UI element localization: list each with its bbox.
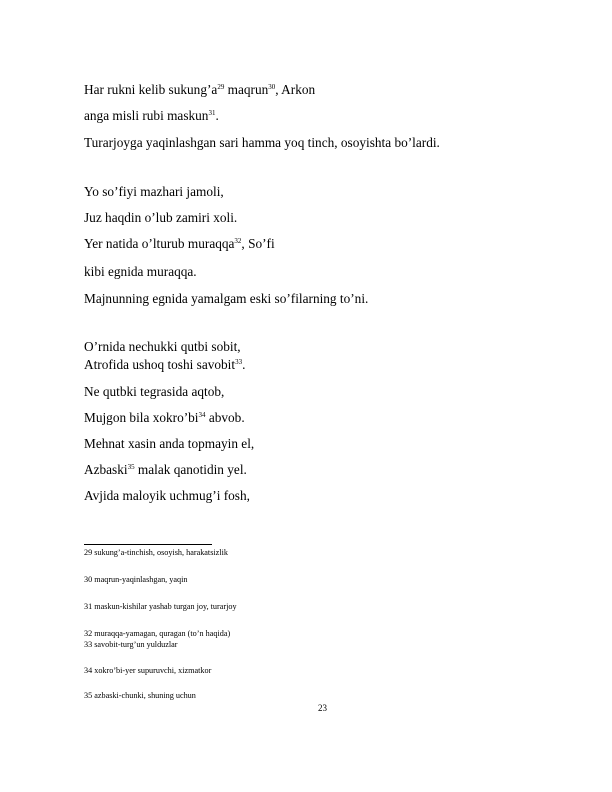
verse-text: malak qanotidin yel. xyxy=(134,462,247,477)
verse-line-12 xyxy=(84,462,247,478)
verse-line-7: O’rnida nechukki qutbi sobit, xyxy=(84,339,241,354)
verse-text: Yer natida o’lturub muraqqa xyxy=(84,236,235,251)
footnote-ref-35[interactable]: 35 xyxy=(127,463,135,471)
page-number: 23 xyxy=(318,703,327,713)
verse-text: abvob. xyxy=(205,410,245,425)
footnote-29: 29 sukung’a-tinchish, osoyish, harakatsizlik xyxy=(84,548,228,557)
footnote-31: 31 maskun-kishilar yashab turgan joy, turarjoy xyxy=(84,602,237,611)
verse-line-1 xyxy=(84,82,315,98)
verse-line-3: Yo so’fiyi mazhari jamoli, xyxy=(84,184,224,199)
verse-line-10 xyxy=(84,410,245,426)
verse-text: Har rukni kelib sukung’a xyxy=(84,82,218,97)
footnote-separator xyxy=(84,544,212,545)
verse-line-6: kibi egnida muraqqa. xyxy=(84,264,197,279)
footnote-34: 34 xokro’bi-yer supuruvchi, xizmatkor xyxy=(84,666,212,675)
verse-text: . xyxy=(215,108,219,123)
verse-text: , So’fi xyxy=(241,236,275,251)
verse-text: Mujgon bila xokro’bi xyxy=(84,410,199,425)
verse-line-8 xyxy=(84,357,245,373)
footnote-ref-34[interactable]: 34 xyxy=(198,411,206,419)
verse-line-5 xyxy=(84,236,275,252)
prose-line-1: Turarjoyga yaqinlashgan sari hamma yoq tinch, osoyishta bo’lardi. xyxy=(84,135,440,150)
verse-text: . xyxy=(242,357,246,372)
verse-line-2 xyxy=(84,108,219,124)
verse-text: , Arkon xyxy=(275,82,316,97)
verse-text: maqrun xyxy=(224,82,269,97)
footnote-ref-31[interactable]: 31 xyxy=(208,109,216,117)
verse-line-11: Mehnat xasin anda topmayin el, xyxy=(84,436,255,451)
verse-line-13: Avjida maloyik uchmug’i fosh, xyxy=(84,488,250,503)
footnote-ref-33[interactable]: 33 xyxy=(235,358,243,366)
verse-text: Azbaski xyxy=(84,462,128,477)
footnote-33: 33 savobit-turg’un yulduzlar xyxy=(84,640,178,649)
verse-line-4: Juz haqdin o’lub zamiri xoli. xyxy=(84,210,238,225)
prose-line-2: Majnunning egnida yamalgam eski so’filarning to’ni. xyxy=(84,291,369,306)
footnote-ref-30[interactable]: 30 xyxy=(268,83,276,91)
verse-text: anga misli rubi maskun xyxy=(84,108,209,123)
footnote-ref-32[interactable]: 32 xyxy=(234,237,242,245)
footnote-30: 30 maqrun-yaqinlashgan, yaqin xyxy=(84,575,188,584)
verse-text: Atrofida ushoq toshi savobit xyxy=(84,357,236,372)
footnote-ref-29[interactable]: 29 xyxy=(217,83,225,91)
footnote-35: 35 azbaski-chunki, shuning uchun xyxy=(84,691,196,700)
verse-line-9: Ne qutbki tegrasida aqtob, xyxy=(84,384,225,399)
footnote-32: 32 muraqqa-yamagan, quragan (to’n haqida) xyxy=(84,629,231,638)
